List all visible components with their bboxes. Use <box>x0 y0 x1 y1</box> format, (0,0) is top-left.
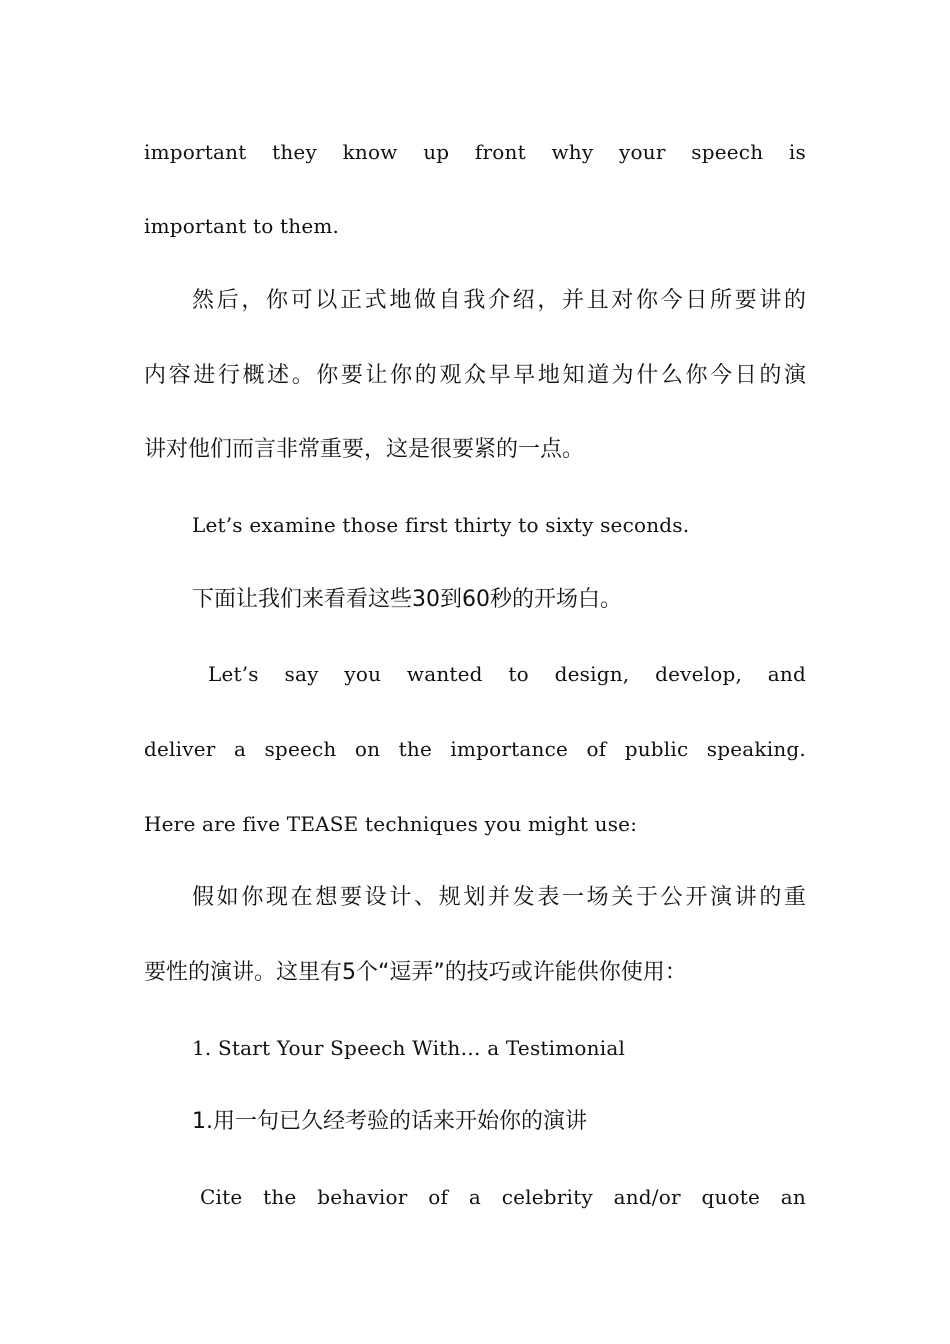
text-line-8: Let’s say you wanted to design, develop, and <box>208 662 806 686</box>
text-line-15: Cite the behavior of a celebrity and/or quote an <box>200 1185 806 1209</box>
text-line-5: 讲对他们而言非常重要，这是很要紧的一点。 <box>144 437 585 462</box>
text-line-3: 然后，你可以正式地做自我介绍，并且对你今日所要讲的 <box>192 288 806 313</box>
text-line-6: Let’s examine those first thirty to sixty seconds. <box>192 513 690 537</box>
text-line-11: 假如你现在想要设计、规划并发表一场关于公开演讲的重 <box>192 885 806 910</box>
text-line-10: Here are five TEASE techniques you might use: <box>144 812 638 836</box>
text-line-1: important they know up front why your speech is <box>144 140 806 164</box>
text-line-13: 1. Start Your Speech With… a Testimonial <box>192 1036 626 1060</box>
text-line-2: important to them. <box>144 214 340 238</box>
text-line-4: 内容进行概述。你要让你的观众早早地知道为什么你今日的演 <box>144 363 806 388</box>
text-line-7: 下面让我们来看看这些30到60秒的开场白。 <box>192 587 622 612</box>
text-line-9: deliver a speech on the importance of public speaking. <box>144 737 806 761</box>
text-line-12: 要性的演讲。这里有5个“逗弄”的技巧或许能供你使用： <box>144 960 687 985</box>
text-line-14: 1.用一句已久经考验的话来开始你的演讲 <box>192 1109 587 1134</box>
